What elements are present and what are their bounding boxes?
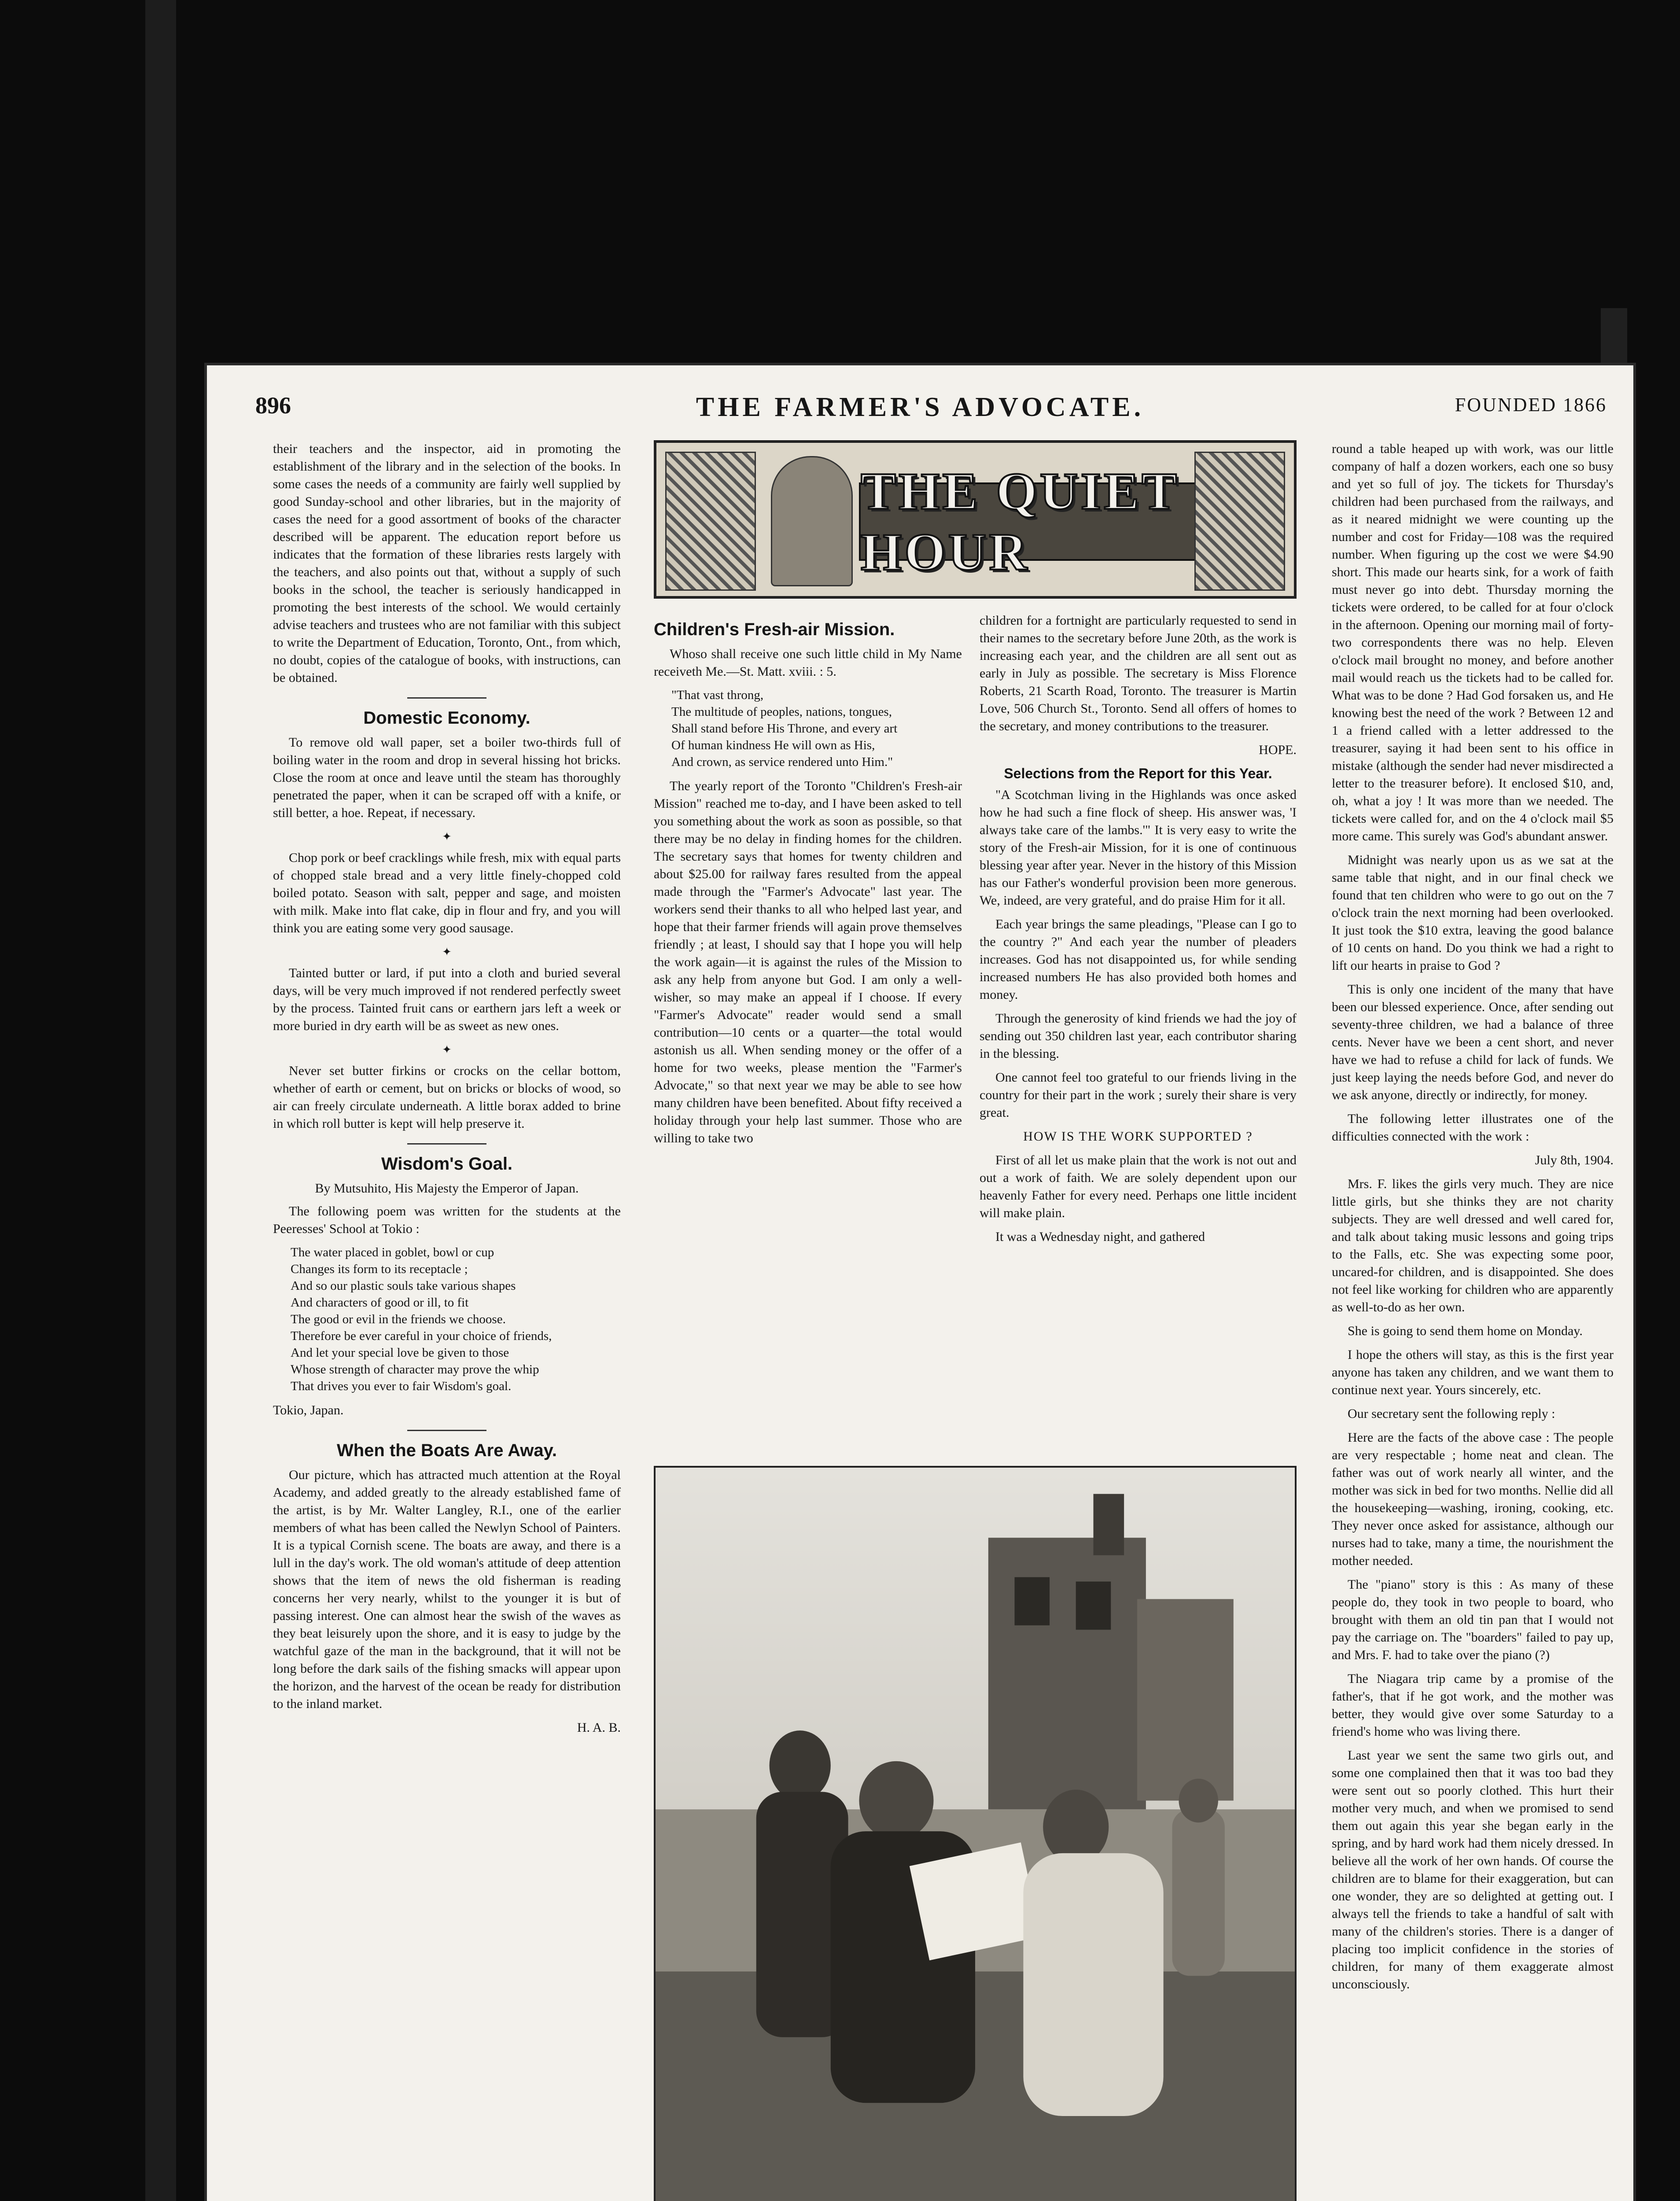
paragraph: She is going to send them home on Monday. (1348, 1324, 1583, 1338)
divider (407, 1143, 486, 1145)
place-line: Tokio, Japan. (273, 1403, 344, 1417)
divider (407, 1430, 486, 1431)
masthead: THE FARMER'S ADVOCATE. (696, 392, 1145, 422)
poem-line: Whose strength of character may prove the whip (291, 1362, 539, 1377)
divider (407, 697, 486, 699)
poem-line: Therefore be ever careful in your choice of friends, (291, 1329, 552, 1343)
paragraph: The Niagara trip came by a promise of the father's, that if he got work, and the mother was better, they would give over some Saturday to a friend's home who was living there. (1332, 1671, 1614, 1739)
signature: H. A. B. (577, 1720, 621, 1735)
banner-title: THE QUIET HOUR (859, 482, 1197, 561)
newspaper-page (207, 365, 1633, 2201)
paragraph: Our picture, which has attracted much attention at the Royal Academy, and added greatly to the already established fame of the artist, is by Mr. Walter Langley, R.I., one of the earlier members of what has been called the Newlyn School of Painters. It is a typical Cornish scene. The boats are away, and there is a lull in the day's work. The old woman's attitude of deep attention shows that the item of news the old fisherman is reading concerns her very nearly, whilst to the younger it is but of passing interest. One can almost hear the swish of the waves as they beat leisurely upon the shore, and it is easy to judge by the watchful gaze of the man in the background, that it will not be long before the dark sails of the fishing smacks will appear upon the horizon, and the harvest of the ocean be ready for distribution to the inland market. (273, 1468, 621, 1711)
paragraph: round a table heaped up with work, was our little company of half a dozen workers, each one so busy and yet so full of joy. The tickets for Thursday's children had been purchased from the railways, and as it neared midnight we were counting up the number and cost for Friday—108 was the required number. When figuring up the cost we were $4.90 short. This made our hearts sink, for a work of faith must never go into debt. Thursday morning the tickets were ordered, to be called for at four o'clock in the afternoon. Opening our morning mail of forty-two correspondents there was no help. Eleven o'clock mail brought no money, and before another mail would reach us the tickets had to be called for. What was to be done ? Had God forsaken us, and He knowing best the need of the work ? Between 12 and 1 a friend called with a letter addressed to the treasurer, saying it had been sent to his office in mistake (although the sender had never misdirected a letter to the treasurer before). It enclosed $10, and, oh, what a joy ! It was more than we needed. The tickets were called for, and on the 4 o'clock mail $5 more came. This surely was God's abundant answer. (1332, 442, 1614, 843)
column-2 (654, 612, 962, 1153)
poem-line: The water placed in goblet, bowl or cup (291, 1245, 494, 1259)
paragraph: Through the generosity of kind friends we had the joy of sending out 350 children last year, each contributor sharing in the blessing. (980, 1011, 1297, 1061)
poem-line: Changes its form to its receptacle ; (291, 1262, 468, 1276)
support-heading: HOW IS THE WORK SUPPORTED ? (1023, 1129, 1253, 1144)
column-4 (1332, 440, 1614, 1999)
paragraph: Tainted butter or lard, if put into a cloth and buried several days, will be very much improved if not rendered perfectly sweet by the process. Tainted fruit cans or earthern jars left a week or more buried in dry earth will be as sweet as new ones. (273, 966, 621, 1033)
paragraph: The following letter illustrates one of the difficulties connected with the work : (1332, 1112, 1614, 1144)
poem-line: The multitude of peoples, nations, tongues, (671, 705, 892, 719)
poem-line: And crown, as service rendered unto Him." (671, 755, 893, 769)
boats-heading: When the Boats Are Away. (336, 1441, 557, 1460)
poem-line: "That vast throng, (671, 688, 764, 702)
paragraph: This is only one incident of the many that have been our blessed experience. Once, after sending out seventy-three children, we had a balance of three cents. Never have we been a cent short, and never have we had to refuse a child for lack of funds. We just keep laying the needs before God, and never do we ask anyone, directly or indirectly, for money. (1332, 982, 1614, 1102)
ornament-left-icon (665, 452, 756, 591)
paragraph: Never set butter firkins or crocks on the cellar bottom, whether of earth or cement, but on bricks or blocks of wood, so air can freely circulate underneath. A little borax added to brine in which roll butter is kept will help preserve it. (273, 1064, 621, 1131)
paragraph: First of all let us make plain that the work is not out and out a work of faith. We are solely dependent upon our heavenly Father for every need. Perhaps one little incident will make plain. (980, 1153, 1297, 1220)
paragraph: One cannot feel too grateful to our friends living in the country for their part in the work ; surely their share is very great. (980, 1070, 1297, 1120)
poem-line: That drives you ever to fair Wisdom's goal. (291, 1379, 512, 1393)
column-3 (980, 612, 1297, 1252)
paragraph: Each year brings the same pleadings, "Please can I go to the country ?" And each year the number of pleaders increases. God has not disappointed us, for while sending increased numbers He has also provided both homes and money. (980, 917, 1297, 1002)
ornament-icon: ✦ (442, 830, 452, 843)
paragraph: The yearly report of the Toronto "Children's Fresh-air Mission" reached me to-day, and I have been asked to tell you something about the work as soon as possible, so that there may be no delay in finding homes for the children. The secretary says that homes for twenty children and about $25.00 for railway fares resulted from the appeal made through the "Farmer's Advocate" last year. The workers send their thanks to all who helped last year, and hope that their farmer friends will again prove themselves friendly ; at least, I should say that I hope you will help the work again—it is against the rules of the Mission to ask any help from anyone but God. I am only a well-wisher, so may make an appeal if I choose. If every "Farmer's Advocate" reader would send a small contribution—10 cents or a quarter—the total would astonish us all. When sending money or the offer of a home for two weeks, please mention the "Farmer's Advocate," so that next year we may be able to see how many children have been benefited. About fifty received a holiday through your help last summer. Those who are willing to take two (654, 779, 962, 1145)
scripture-verse: Whoso shall receive one such little child in My Name receiveth Me.—St. Matt. xviii. : 5. (654, 647, 962, 679)
paragraph: "A Scotchman living in the Highlands was once asked how he had such a fine flock of sheep. His answer was, 'I always take care of the lambs.'" It is very easy to write the story of the Fresh-air Mission, for it is one of continuous blessing year after year. Never in the history of this Mission has our Father's wonderful provision been more generous. We, indeed, are very grateful, and do praise Him for it all. (980, 788, 1297, 908)
quoted-poem (671, 687, 962, 770)
running-head (207, 392, 1633, 427)
ornament-right-icon (1194, 452, 1285, 591)
ornament-icon: ✦ (442, 1043, 452, 1056)
scanner-edge-left (145, 0, 176, 2201)
byline: By Mutsuhito, His Majesty the Emperor of Japan. (315, 1181, 579, 1196)
wisdoms-goal-heading: Wisdom's Goal. (381, 1154, 513, 1174)
paragraph: Midnight was nearly upon us as we sat at the same table that night, and in our final check we found that ten children who were to go out on the 7 o'clock train the next morning had been overlooked. It just took the $10 extra, leaving the good balance of 10 cents on hand. Do you think we had a right to lift our hearts in praise to God ? (1332, 853, 1614, 973)
fresh-air-mission-heading: Children's Fresh-air Mission. (654, 620, 895, 639)
paragraph: The "piano" story is this : As many of these people do, they took in two people to board, who brought with them an old tin pan that I would not pay the carriage on. The "boarders" failed to pay up, and Mrs. F. had to take over the piano (?) (1332, 1577, 1614, 1662)
poem-line: Of human kindness He will own as His, (671, 738, 875, 752)
poem-line: The good or evil in the friends we choose. (291, 1312, 506, 1326)
photograph-image (656, 1468, 1295, 2201)
signature: HOPE. (1259, 743, 1297, 757)
paragraph: To remove old wall paper, set a boiler two-thirds full of boiling water in the room and drop in several hissing hot bricks. Close the room at once and leave until the steam has thoroughly penetrated the paper, when it can be scraped off with a knife, or still better, a hoe. Repeat, if necessary. (273, 735, 621, 820)
paragraph: Last year we sent the same two girls out, and some one complained then that it was too bad they were sent out so poorly clothed. This hurt their mother very much, and when we promised to send them out again this year she began early in the spring, and by hard work had them nicely dressed. In believe all the work of her own hands. Of course the children are to blame for their exaggeration, but can one wonder, they are so delighted at getting out. I always tell the friends to take a handful of salt with many of the children's stories. There is a danger of placing too implicit confidence in the stories of children, for many of them exaggerate almost unconsciously. (1332, 1748, 1614, 1991)
boats-photograph (654, 1466, 1297, 2201)
woman-figure-icon (771, 456, 853, 586)
page-number: 896 (255, 392, 291, 419)
poem-line: And characters of good or ill, to fit (291, 1296, 469, 1310)
paragraph: children for a fortnight are particularly requested to send in their names to the secretary before June 20th, as the work is increasing each year, and the children are all sent out as early in July as possible. The secretary is Miss Florence Roberts, 21 Scarth Road, Toronto. The treasurer is Martin Love, 506 Church St., Toronto. Send all offers of homes to the secretary, and money contributions to the treasurer. (980, 613, 1297, 733)
paragraph: The following poem was written for the students at the Peeresses' School at Tokio : (273, 1204, 621, 1236)
paragraph: Mrs. F. likes the girls very much. They are nice little girls, but she thinks they are not charity subjects. They are well dressed and well cared for, and talk about taking music lessons and going trips to the Falls, etc. She was expecting some poor, uncared-for children, and is disappointed. She does not feel like working for children who are apparently as well-to-do as her own. (1332, 1177, 1614, 1314)
column-1 (273, 440, 621, 1743)
poem-line: And let your special love be given to those (291, 1346, 509, 1360)
quiet-hour-banner (654, 440, 1297, 599)
poem-line: And so our plastic souls take various shapes (291, 1279, 516, 1293)
paragraph: Chop pork or beef cracklings while fresh, mix with equal parts of chopped stale bread and a very little finely-chopped cold boiled potato. Season with salt, pepper and sage, and moisten with milk. Make into flat cake, dip in flour and fry, and you will think you are eating some very good sausage. (273, 850, 621, 935)
paragraph: Our secretary sent the following reply : (1348, 1406, 1555, 1421)
letter-date: July 8th, 1904. (1535, 1153, 1614, 1167)
paragraph: I hope the others will stay, as this is the first year anyone has taken any children, and we want them to continue next year. Yours sincerely, etc. (1332, 1347, 1614, 1397)
library-paragraph: their teachers and the inspector, aid in promoting the establishment of the library and in the selection of the books. In some cases the needs of a community are fairly well supplied by good Sunday-school and other libraries, but in the majority of cases the need for a good assortment of books of the character described will be apparent. The education report before us indicates that the formation of these libraries rests largely with the teachers, and also points out that, without a supply of such books in the school, the teacher is seriously handicapped in promoting the best interests of the school. We would certainly advise teachers and trustees who are not familiar with this subject to write the Department of Education, Toronto, Ont., from which, no doubt, copies of the catalogue of books, with instructions, can be obtained. (273, 442, 621, 685)
paragraph: Here are the facts of the above case : The people are very respectable ; home neat and clean. The father was out of work nearly all winter, and the mother was sick in bed for two months. Nellie did all the housekeeping—washing, ironing, cooking, etc. They never once asked for assistance, although our nurses had to take, many a time, the nourishment the mother needed. (1332, 1430, 1614, 1568)
domestic-economy-heading: Domestic Economy. (363, 708, 531, 728)
founded-note: FOUNDED 1866 (1455, 394, 1607, 416)
ornament-icon: ✦ (442, 946, 452, 958)
poem-line: Shall stand before His Throne, and every art (671, 721, 898, 736)
wisdom-poem (291, 1244, 621, 1395)
selections-heading: Selections from the Report for this Year. (1004, 766, 1272, 781)
paragraph: It was a Wednesday night, and gathered (995, 1229, 1205, 1244)
